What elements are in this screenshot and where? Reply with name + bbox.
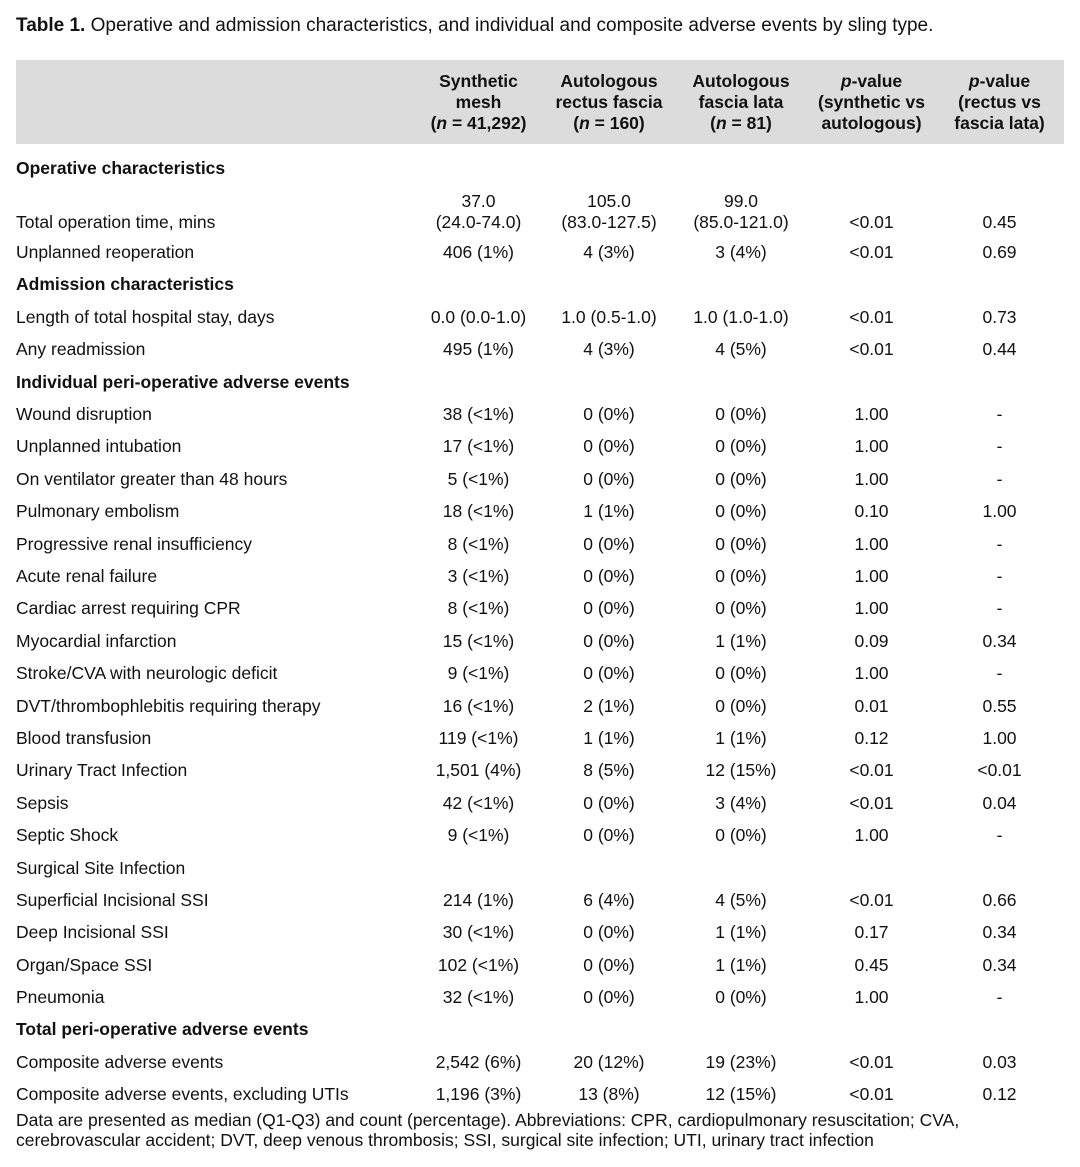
rectus-fascia-cell: 0 (0%) bbox=[583, 987, 635, 1008]
data-table bbox=[16, 60, 1064, 1111]
synthetic-mesh-cell: 495 (1%) bbox=[442, 339, 514, 360]
table-row bbox=[16, 917, 1064, 949]
row-label: Myocardial infarction bbox=[16, 630, 177, 651]
pvalue-synth-vs-auto-cell: <0.01 bbox=[849, 212, 894, 233]
header-fascia-lata: Autologous fascia lata (n = 81) bbox=[692, 70, 790, 133]
pvalue-rectus-vs-lata-cell: 0.34 bbox=[982, 922, 1017, 943]
pvalue-rectus-vs-lata-cell: 0.45 bbox=[982, 212, 1017, 233]
pvalue-rectus-vs-lata-cell: 0.69 bbox=[982, 242, 1017, 263]
pvalue-rectus-vs-lata-cell: 0.03 bbox=[982, 1051, 1017, 1072]
pvalue-rectus-vs-lata-cell: 0.66 bbox=[982, 889, 1017, 910]
spacer-row bbox=[16, 144, 1064, 152]
header-pvalue-rectus-vs-fascia-lata: p-value (rectus vs fascia lata) bbox=[954, 70, 1045, 133]
table-row bbox=[16, 184, 1064, 236]
pvalue-synth-vs-auto-cell: 0.09 bbox=[854, 630, 889, 651]
rectus-fascia-cell: 1 (1%) bbox=[583, 501, 635, 522]
cell-line: (24.0-74.0) bbox=[435, 212, 522, 233]
row-label: Composite adverse events bbox=[16, 1051, 224, 1072]
cell-line: (83.0-127.5) bbox=[561, 212, 657, 233]
fascia-lata-cell: 12 (15%) bbox=[705, 760, 777, 781]
synthetic-mesh-cell: 9 (<1%) bbox=[447, 825, 510, 846]
section-header-row bbox=[16, 1014, 1064, 1046]
footnote-line: cerebrovascular accident; DVT, deep venous thrombosis; SSI, surgical site infection; UTI, urinary tract infection bbox=[16, 1130, 874, 1150]
synthetic-mesh-cell: 1,501 (4%) bbox=[435, 760, 522, 781]
fascia-lata-cell: 1.0 (1.0-1.0) bbox=[693, 306, 789, 327]
rectus-fascia-cell: 4 (3%) bbox=[583, 242, 635, 263]
row-label: Acute renal failure bbox=[16, 565, 158, 586]
pvalue-synth-vs-auto-cell: <0.01 bbox=[849, 792, 894, 813]
row-label: Organ/Space SSI bbox=[16, 954, 153, 975]
table-row bbox=[16, 431, 1064, 463]
pvalue-synth-vs-auto-cell: 1.00 bbox=[854, 565, 889, 586]
header-n-synthetic: (n = 41,292) bbox=[430, 112, 527, 133]
section-header-row bbox=[16, 269, 1064, 301]
table-row bbox=[16, 463, 1064, 495]
synthetic-mesh-cell: 15 (<1%) bbox=[442, 630, 515, 651]
row-label: Deep Incisional SSI bbox=[16, 922, 169, 943]
rectus-fascia-cell: 0 (0%) bbox=[583, 792, 635, 813]
row-label: Pulmonary embolism bbox=[16, 501, 180, 522]
fascia-lata-cell: 0 (0%) bbox=[715, 565, 767, 586]
rectus-fascia-cell: 4 (3%) bbox=[583, 339, 635, 360]
pvalue-rectus-vs-lata-cell: - bbox=[996, 436, 1003, 457]
pvalue-synth-vs-auto-cell: <0.01 bbox=[849, 339, 894, 360]
pvalue-rectus-vs-lata-cell: - bbox=[996, 404, 1003, 425]
pvalue-synth-vs-auto-cell: 1.00 bbox=[854, 468, 889, 489]
row-label: Stroke/CVA with neurologic deficit bbox=[16, 663, 278, 684]
table-caption-label: Table 1. bbox=[16, 15, 86, 36]
rectus-fascia-cell: 8 (5%) bbox=[583, 760, 635, 781]
synthetic-mesh-cell: 119 (<1%) bbox=[438, 727, 519, 748]
synthetic-mesh-cell: 0.0 (0.0-1.0) bbox=[430, 306, 527, 327]
pvalue-synth-vs-auto-cell: 1.00 bbox=[854, 987, 889, 1008]
fascia-lata-cell: 3 (4%) bbox=[715, 242, 767, 263]
row-label: Blood transfusion bbox=[16, 727, 152, 748]
table-row bbox=[16, 690, 1064, 722]
table-row bbox=[16, 1079, 1064, 1111]
pvalue-synth-vs-auto-cell: <0.01 bbox=[849, 760, 894, 781]
table-body bbox=[16, 144, 1064, 1111]
row-label: Superficial Incisional SSI bbox=[16, 889, 209, 910]
row-label: Length of total hospital stay, days bbox=[16, 306, 275, 327]
pvalue-rectus-vs-lata-cell: - bbox=[996, 663, 1003, 684]
synthetic-mesh-cell: 38 (<1%) bbox=[442, 404, 515, 425]
table-row bbox=[16, 398, 1064, 430]
rectus-fascia-cell: 1.0 (0.5-1.0) bbox=[561, 306, 657, 327]
footnote-line: Data are presented as median (Q1-Q3) and count (percentage). Abbreviations: CPR, cardiopulmonary resuscitation; CVA, bbox=[16, 1110, 960, 1130]
pvalue-synth-vs-auto-cell: 0.10 bbox=[854, 501, 889, 522]
section-title: Admission characteristics bbox=[16, 274, 234, 295]
row-label: Surgical Site Infection bbox=[16, 857, 186, 878]
section-header-row bbox=[16, 366, 1064, 398]
synthetic-mesh-cell: 32 (<1%) bbox=[442, 987, 515, 1008]
header-rectus-fascia: Autologous rectus fascia (n = 160) bbox=[555, 70, 663, 133]
fascia-lata-cell: 1 (1%) bbox=[715, 727, 767, 748]
pvalue-rectus-vs-lata-cell: 0.34 bbox=[982, 954, 1017, 975]
cell-line: 37.0 bbox=[461, 191, 496, 212]
table-row bbox=[16, 560, 1064, 592]
pvalue-synth-vs-auto-cell: <0.01 bbox=[849, 889, 894, 910]
synthetic-mesh-cell: 2,542 (6%) bbox=[435, 1051, 522, 1072]
pvalue-synth-vs-auto-cell: <0.01 bbox=[849, 242, 894, 263]
pvalue-rectus-vs-lata-cell: - bbox=[996, 598, 1003, 619]
fascia-lata-cell: 0 (0%) bbox=[715, 825, 767, 846]
cell-line: 99.0 bbox=[723, 191, 759, 212]
row-label: Pneumonia bbox=[16, 987, 105, 1008]
header-empty-cell bbox=[16, 60, 413, 144]
table-row bbox=[16, 981, 1064, 1013]
fascia-lata-cell: 0 (0%) bbox=[715, 404, 767, 425]
section-title: Operative characteristics bbox=[16, 157, 226, 178]
synthetic-mesh-cell: 8 (<1%) bbox=[447, 598, 510, 619]
fascia-lata-cell: 4 (5%) bbox=[715, 889, 767, 910]
pvalue-rectus-vs-lata-cell: 0.55 bbox=[982, 695, 1017, 716]
fascia-lata-cell: 0 (0%) bbox=[715, 663, 767, 684]
fascia-lata-cell: 12 (15%) bbox=[705, 1084, 777, 1105]
rectus-fascia-cell: 0 (0%) bbox=[583, 468, 635, 489]
row-label: Unplanned reoperation bbox=[16, 242, 195, 263]
row-label: Total operation time, mins bbox=[16, 212, 216, 233]
table-row bbox=[16, 593, 1064, 625]
row-label: On ventilator greater than 48 hours bbox=[16, 468, 288, 489]
pvalue-synth-vs-auto-cell: 1.00 bbox=[854, 663, 889, 684]
pvalue-rectus-vs-lata-cell: - bbox=[996, 825, 1003, 846]
synthetic-mesh-cell: 214 (1%) bbox=[442, 889, 514, 910]
fascia-lata-cell: 0 (0%) bbox=[715, 987, 767, 1008]
pvalue-synth-vs-auto-cell bbox=[808, 852, 935, 884]
pvalue-rectus-vs-lata-cell: - bbox=[996, 565, 1003, 586]
fascia-lata-cell: 1 (1%) bbox=[715, 922, 767, 943]
rectus-fascia-cell: 0 (0%) bbox=[583, 533, 635, 554]
fascia-lata-cell: 0 (0%) bbox=[715, 533, 767, 554]
pvalue-synth-vs-auto-cell: 0.45 bbox=[854, 954, 889, 975]
table-row bbox=[16, 236, 1064, 268]
pvalue-rectus-vs-lata-cell: 0.73 bbox=[982, 306, 1017, 327]
rectus-fascia-cell: 0 (0%) bbox=[583, 630, 635, 651]
rectus-fascia-cell: 0 (0%) bbox=[583, 565, 635, 586]
header-row bbox=[16, 60, 1064, 144]
pvalue-rectus-vs-lata-cell: - bbox=[996, 468, 1003, 489]
row-label: Unplanned intubation bbox=[16, 436, 182, 457]
rectus-fascia-cell: 20 (12%) bbox=[573, 1051, 645, 1072]
fascia-lata-cell: 19 (23%) bbox=[705, 1051, 777, 1072]
header-pvalue-label: p-value bbox=[968, 70, 1031, 91]
fascia-lata-cell: 0 (0%) bbox=[715, 695, 767, 716]
table-footnote bbox=[16, 1110, 1066, 1150]
pvalue-rectus-vs-lata-cell: 0.12 bbox=[982, 1084, 1017, 1105]
pvalue-synth-vs-auto-cell: <0.01 bbox=[849, 1084, 894, 1105]
rectus-fascia-cell: 0 (0%) bbox=[583, 954, 635, 975]
table-row bbox=[16, 301, 1064, 333]
fascia-lata-cell: 0 (0%) bbox=[715, 436, 767, 457]
pvalue-rectus-vs-lata-cell: 1.00 bbox=[982, 727, 1017, 748]
pvalue-synth-vs-auto-cell: 0.12 bbox=[854, 727, 889, 748]
table-row bbox=[16, 625, 1064, 657]
pvalue-synth-vs-auto-cell: <0.01 bbox=[849, 1051, 894, 1072]
pvalue-rectus-vs-lata-cell: - bbox=[996, 987, 1003, 1008]
row-label: Urinary Tract Infection bbox=[16, 760, 188, 781]
header-synthetic-mesh: Synthetic mesh (n = 41,292) bbox=[430, 70, 527, 133]
table-row bbox=[16, 949, 1064, 981]
rectus-fascia-cell: 2 (1%) bbox=[583, 695, 635, 716]
pvalue-rectus-vs-lata-cell: 1.00 bbox=[982, 501, 1017, 522]
synthetic-mesh-cell: 102 (<1%) bbox=[437, 954, 520, 975]
table-row bbox=[16, 334, 1064, 366]
rectus-fascia-cell: 0 (0%) bbox=[583, 436, 635, 457]
table-row bbox=[16, 528, 1064, 560]
pvalue-rectus-vs-lata-cell: 0.04 bbox=[982, 792, 1017, 813]
pvalue-rectus-vs-lata-cell bbox=[935, 852, 1064, 884]
pvalue-rectus-vs-lata-cell: 0.34 bbox=[982, 630, 1017, 651]
rectus-fascia-cell: 0 (0%) bbox=[583, 663, 635, 684]
pvalue-synth-vs-auto-cell: <0.01 bbox=[849, 306, 894, 327]
rectus-fascia-cell bbox=[544, 852, 674, 884]
table-row bbox=[16, 657, 1064, 689]
synthetic-mesh-cell: 16 (<1%) bbox=[442, 695, 515, 716]
synthetic-mesh-cell: 17 (<1%) bbox=[442, 436, 515, 457]
pvalue-synth-vs-auto-cell: 1.00 bbox=[854, 825, 889, 846]
pvalue-rectus-vs-lata-cell: 0.44 bbox=[982, 339, 1017, 360]
pvalue-synth-vs-auto-cell: 1.00 bbox=[854, 533, 889, 554]
synthetic-mesh-cell: 18 (<1%) bbox=[442, 501, 515, 522]
synthetic-mesh-cell: 9 (<1%) bbox=[447, 663, 510, 684]
table-row bbox=[16, 819, 1064, 851]
synthetic-mesh-cell bbox=[413, 852, 544, 884]
rectus-fascia-cell: 13 (8%) bbox=[578, 1084, 640, 1105]
rectus-fascia-cell: 0 (0%) bbox=[583, 404, 635, 425]
synthetic-mesh-cell: 42 (<1%) bbox=[442, 792, 515, 813]
table-caption-text: Operative and admission characteristics, and individual and composite adverse events by sling type. bbox=[90, 15, 934, 36]
rectus-fascia-cell: 0 (0%) bbox=[583, 598, 635, 619]
fascia-lata-cell: 0 (0%) bbox=[715, 501, 767, 522]
table-row bbox=[16, 722, 1064, 754]
row-label: Any readmission bbox=[16, 339, 146, 360]
row-label: Wound disruption bbox=[16, 404, 152, 425]
section-title: Individual peri-operative adverse events bbox=[16, 371, 350, 392]
synthetic-mesh-cell: 406 (1%) bbox=[442, 242, 514, 263]
rectus-fascia-cell: 0 (0%) bbox=[583, 825, 635, 846]
pvalue-synth-vs-auto-cell: 1.00 bbox=[854, 436, 889, 457]
header-pvalue-label: p-value bbox=[840, 70, 903, 91]
fascia-lata-cell bbox=[674, 852, 808, 884]
rectus-fascia-cell: 0 (0%) bbox=[583, 922, 635, 943]
row-label: Septic Shock bbox=[16, 825, 119, 846]
header-n-fascia-lata: (n = 81) bbox=[710, 112, 772, 133]
pvalue-rectus-vs-lata-cell: - bbox=[996, 533, 1003, 554]
synthetic-mesh-cell: 8 (<1%) bbox=[447, 533, 510, 554]
pvalue-synth-vs-auto-cell: 1.00 bbox=[854, 598, 889, 619]
table-caption bbox=[16, 14, 1066, 38]
row-label: Composite adverse events, excluding UTIs bbox=[16, 1084, 349, 1105]
pvalue-synth-vs-auto-cell: 0.17 bbox=[854, 922, 889, 943]
fascia-lata-cell: 1 (1%) bbox=[715, 630, 767, 651]
rectus-fascia-cell: 1 (1%) bbox=[583, 727, 635, 748]
fascia-lata-cell: 0 (0%) bbox=[715, 468, 767, 489]
fascia-lata-cell bbox=[674, 184, 808, 236]
section-header-row bbox=[16, 152, 1064, 184]
row-label: Cardiac arrest requiring CPR bbox=[16, 598, 241, 619]
pvalue-rectus-vs-lata-cell: <0.01 bbox=[977, 760, 1022, 781]
table-row bbox=[16, 852, 1064, 884]
table-row bbox=[16, 496, 1064, 528]
fascia-lata-cell: 3 (4%) bbox=[715, 792, 767, 813]
cell-line: 105.0 bbox=[587, 191, 631, 212]
table-row bbox=[16, 787, 1064, 819]
rectus-fascia-cell bbox=[544, 184, 674, 236]
synthetic-mesh-cell: 3 (<1%) bbox=[447, 565, 510, 586]
table-row bbox=[16, 1046, 1064, 1078]
header-pvalue-synthetic-vs-autologous: p-value (synthetic vs autologous) bbox=[818, 70, 925, 133]
rectus-fascia-cell: 6 (4%) bbox=[583, 889, 635, 910]
header-n-rectus: (n = 160) bbox=[573, 112, 645, 133]
row-label: Sepsis bbox=[16, 792, 69, 813]
cell-line: (85.0-121.0) bbox=[693, 212, 789, 233]
pvalue-synth-vs-auto-cell: 0.01 bbox=[854, 695, 889, 716]
section-title: Total peri-operative adverse events bbox=[16, 1019, 309, 1040]
fascia-lata-cell: 0 (0%) bbox=[715, 598, 767, 619]
table-row bbox=[16, 884, 1064, 916]
synthetic-mesh-cell: 5 (<1%) bbox=[447, 468, 510, 489]
row-label: Progressive renal insufficiency bbox=[16, 533, 253, 554]
synthetic-mesh-cell bbox=[413, 184, 544, 236]
fascia-lata-cell: 4 (5%) bbox=[715, 339, 767, 360]
row-label: DVT/thrombophlebitis requiring therapy bbox=[16, 695, 321, 716]
synthetic-mesh-cell: 30 (<1%) bbox=[442, 922, 515, 943]
table-header bbox=[16, 60, 1064, 144]
synthetic-mesh-cell: 1,196 (3%) bbox=[435, 1084, 522, 1105]
fascia-lata-cell: 1 (1%) bbox=[715, 954, 767, 975]
table-row bbox=[16, 755, 1064, 787]
pvalue-synth-vs-auto-cell: 1.00 bbox=[854, 404, 889, 425]
